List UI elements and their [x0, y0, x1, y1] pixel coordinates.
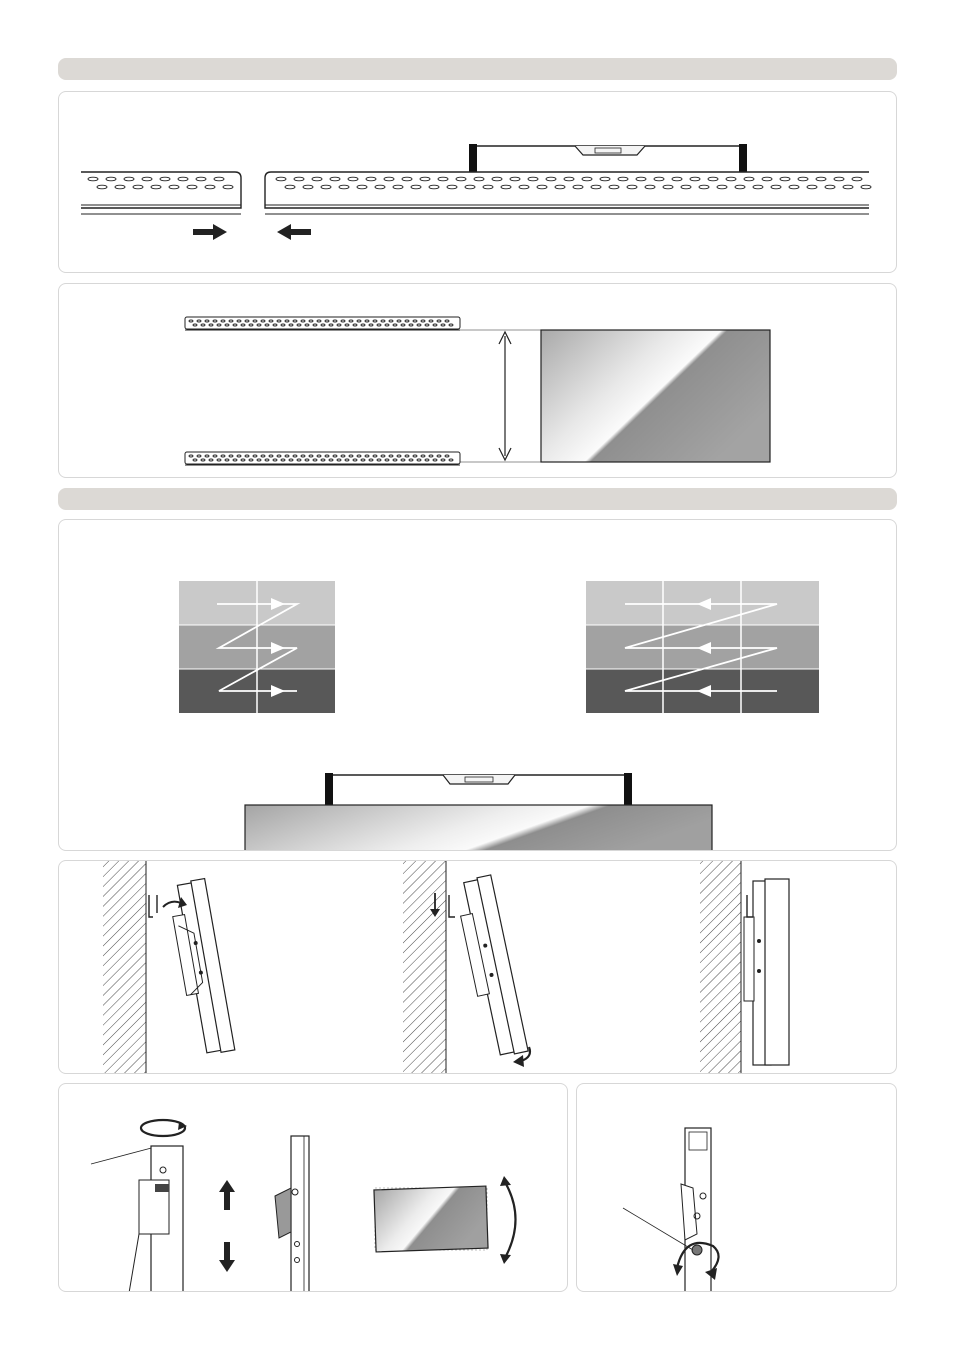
- rail-slot: [816, 177, 826, 181]
- hanging-step-1: [103, 861, 235, 1074]
- rail-slot: [537, 185, 547, 189]
- rail-slot: [645, 185, 655, 189]
- rail-slot: [438, 177, 448, 181]
- rail-slot: [753, 185, 763, 189]
- arrow-up-icon: [219, 1180, 235, 1210]
- rail-slot: [600, 177, 610, 181]
- panel-hanging-steps: [58, 860, 897, 1074]
- rail-slot: [411, 185, 421, 189]
- rail-slot: [519, 185, 529, 189]
- rail-slot: [843, 185, 853, 189]
- rail-slot: [88, 177, 98, 181]
- rail-slot: [825, 185, 835, 189]
- rail-slot: [196, 177, 206, 181]
- rail-slot: [330, 177, 340, 181]
- rail-slot: [151, 185, 161, 189]
- rail-slot: [474, 177, 484, 181]
- tilted-screen: [374, 1186, 488, 1252]
- rail-slot: [690, 177, 700, 181]
- screen-with-bracket: [245, 773, 712, 851]
- rail-slot: [708, 177, 718, 181]
- rail-slot: [807, 185, 817, 189]
- rail-slot: [483, 185, 493, 189]
- rail-slot: [160, 177, 170, 181]
- rail-slot: [492, 177, 502, 181]
- rail-slot: [420, 177, 430, 181]
- rail-slot: [834, 177, 844, 181]
- order-grid-left: [179, 581, 335, 713]
- rail-slot: [762, 177, 772, 181]
- rail-slot: [699, 185, 709, 189]
- rail-slot: [312, 177, 322, 181]
- center-bracket-handle: [469, 144, 747, 172]
- rail-slot: [169, 185, 179, 189]
- rail-slot: [223, 185, 233, 189]
- locking-lever: [623, 1128, 711, 1292]
- rail-slot: [663, 185, 673, 189]
- rail-slot: [681, 185, 691, 189]
- rail-slot: [789, 185, 799, 189]
- arrow-left-icon: [277, 224, 311, 240]
- rail-slot: [348, 177, 358, 181]
- rail-slot: [214, 177, 224, 181]
- rail-slot: [456, 177, 466, 181]
- hanging-step-2: [403, 861, 530, 1074]
- rail-slot: [798, 177, 808, 181]
- rail-slot: [744, 177, 754, 181]
- rail-slot: [429, 185, 439, 189]
- rail-slot: [573, 185, 583, 189]
- rail-slot: [609, 185, 619, 189]
- rail-slot: [528, 177, 538, 181]
- height-adjust-bracket: [275, 1136, 309, 1292]
- rail-slot: [780, 177, 790, 181]
- double-arrow-vertical-icon: [499, 332, 511, 460]
- bottom-rail: [185, 452, 460, 465]
- rail-slot: [375, 185, 385, 189]
- rail-slot: [672, 177, 682, 181]
- rail-slot: [402, 177, 412, 181]
- rail-slot: [465, 185, 475, 189]
- rail-slot: [303, 185, 313, 189]
- rail-slot: [546, 177, 556, 181]
- rail-slot: [133, 185, 143, 189]
- top-rail: [185, 317, 460, 330]
- rail-slot: [564, 177, 574, 181]
- panel-adjustment: [58, 1083, 568, 1292]
- rail-slot: [861, 185, 871, 189]
- rail-slot: [654, 177, 664, 181]
- rail-slot: [178, 177, 188, 181]
- rail-slot: [510, 177, 520, 181]
- rail-slot: [339, 185, 349, 189]
- double-arrow-vertical-icon: [500, 1176, 516, 1264]
- rail-slot: [142, 177, 152, 181]
- rail-slot: [735, 185, 745, 189]
- section-header-bar-wall-mounting: [58, 488, 897, 510]
- panel-rail-joining: [58, 91, 897, 273]
- display-screen: [541, 330, 770, 462]
- rail-slot: [124, 177, 134, 181]
- rail-slot: [321, 185, 331, 189]
- adjustment-screw-rotate: [91, 1120, 187, 1292]
- rail-slot: [115, 185, 125, 189]
- rail-slot: [618, 177, 628, 181]
- left-rail: [81, 172, 241, 214]
- panel-locking: [576, 1083, 897, 1292]
- rail-slot: [555, 185, 565, 189]
- rail-slot: [771, 185, 781, 189]
- rail-slot: [717, 185, 727, 189]
- rail-slot: [636, 177, 646, 181]
- rail-slot: [106, 177, 116, 181]
- rail-slot: [582, 177, 592, 181]
- rail-slot: [285, 185, 295, 189]
- rail-slot: [447, 185, 457, 189]
- order-grid-right: [586, 581, 819, 713]
- rail-slot: [187, 185, 197, 189]
- rail-slot: [591, 185, 601, 189]
- rail-slot: [97, 185, 107, 189]
- rail-slot: [501, 185, 511, 189]
- right-rail: [265, 172, 871, 214]
- arrow-down-icon: [219, 1242, 235, 1272]
- rail-slot: [726, 177, 736, 181]
- rail-slot: [393, 185, 403, 189]
- rail-slot: [366, 177, 376, 181]
- rail-slot: [384, 177, 394, 181]
- arrow-right-icon: [193, 224, 227, 240]
- rail-slot: [357, 185, 367, 189]
- rail-slot: [294, 177, 304, 181]
- rail-slot: [276, 177, 286, 181]
- panel-rail-spacing: [58, 283, 897, 478]
- rail-slot: [205, 185, 215, 189]
- panel-installation-order: [58, 519, 897, 851]
- rail-slot: [852, 177, 862, 181]
- hanging-step-3: [700, 861, 789, 1074]
- rail-slot: [627, 185, 637, 189]
- section-header-bar-rail-assembly: [58, 58, 897, 80]
